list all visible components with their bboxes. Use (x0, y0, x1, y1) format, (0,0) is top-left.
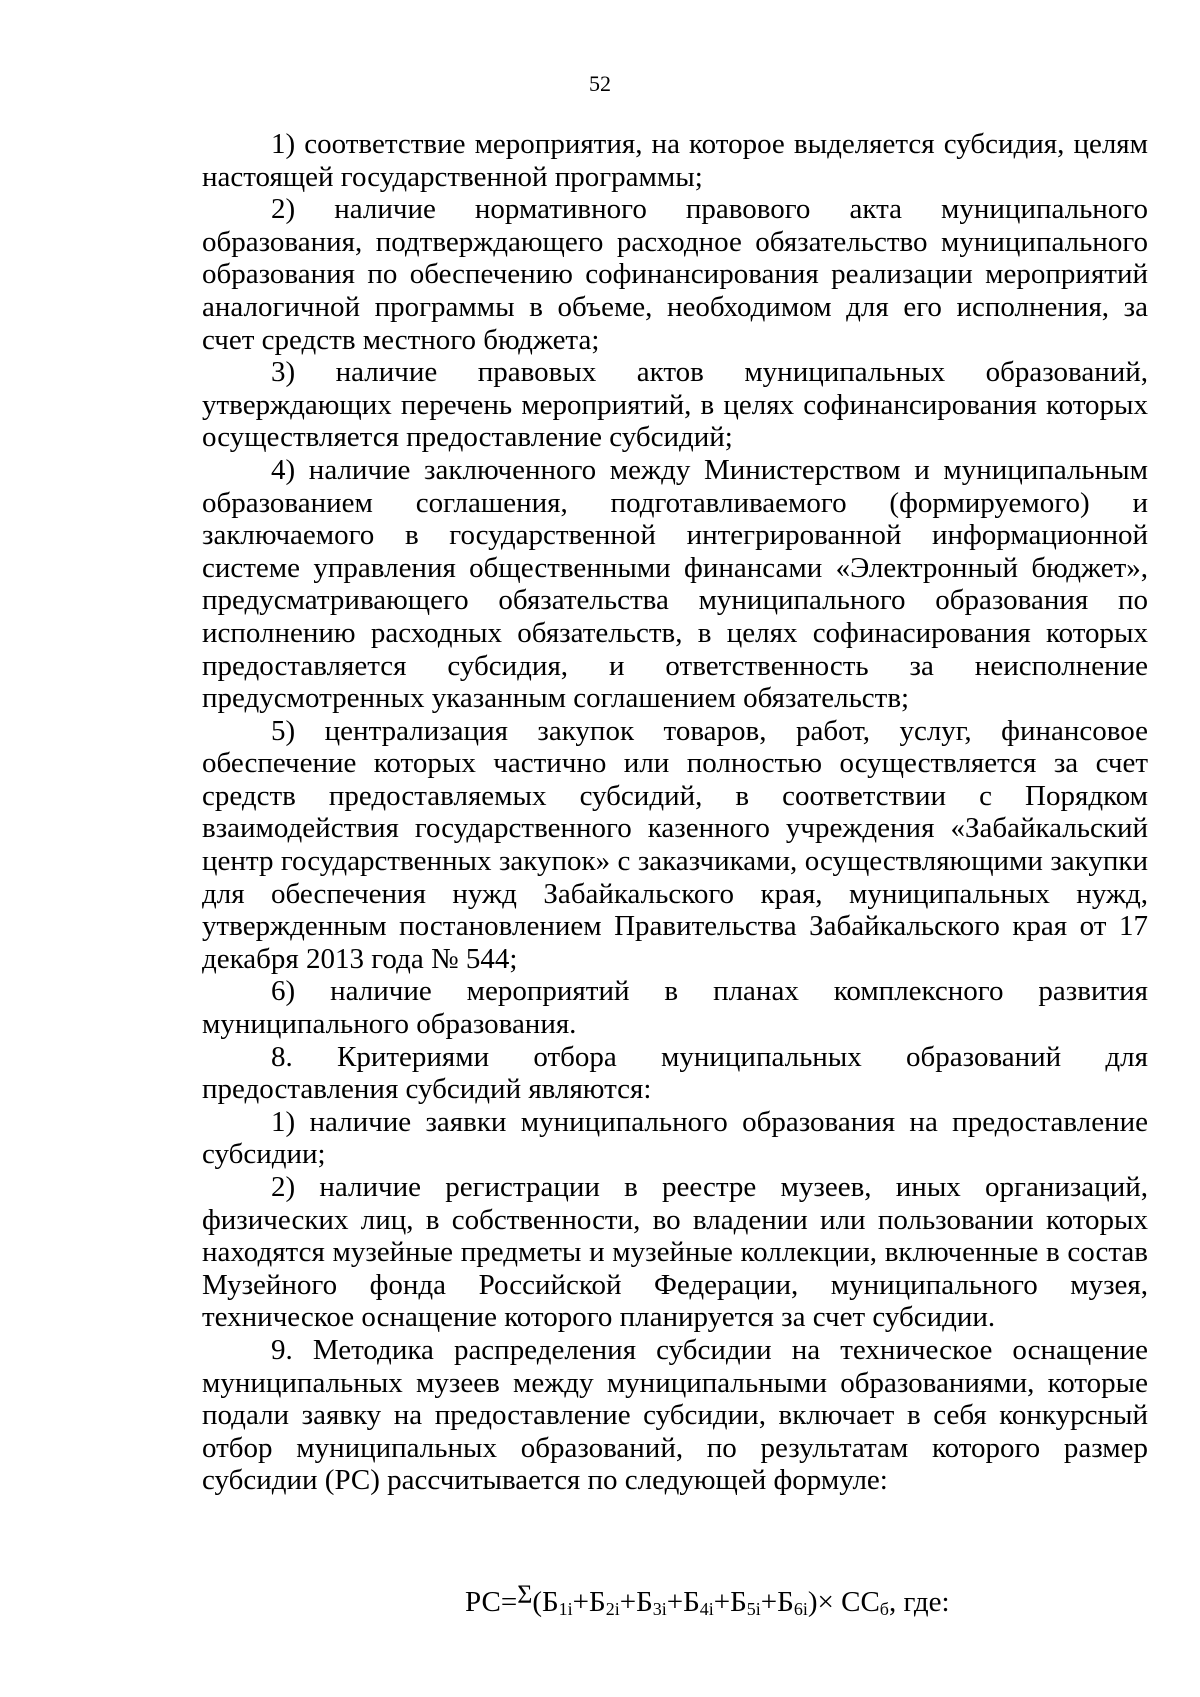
paragraph-criteria-6: 6) наличие мероприятий в планах комплексного развития муниципального образования. (202, 975, 1148, 1041)
formula-term-3: $Б_{3i}$ (636, 1586, 667, 1619)
formula-close-paren: ) (807, 1586, 818, 1618)
formula-term-6: $Б_{6i}$ (777, 1586, 808, 1619)
formula-sigma: Σ (517, 1580, 533, 1609)
formula-term-1: $Б_{1i}$ (542, 1586, 573, 1619)
formula-tail: , где: (888, 1586, 950, 1618)
formula-plus: + (666, 1586, 684, 1618)
formula-times: × (817, 1586, 842, 1618)
paragraph-selection-2: 2) наличие регистрации в реестре музеев, иных организаций, физических лиц, в собственности, во владении или пользовании которых находятся музейные предметы и музейные коллекции, включенные в состав Музейного фонда Российской Федерации, муниципального музея, техническое оснащение которого планируется за счет субсидии. (202, 1171, 1148, 1334)
formula-plus: + (713, 1586, 731, 1618)
paragraph-criteria-3: 3) наличие правовых актов муниципальных образований, утверждающих перечень мероприятий, в целях софинансирования которых осуществляется предоставление субсидий; (202, 356, 1148, 454)
paragraph-criteria-4: 4) наличие заключенного между Министерством и муниципальным образованием соглашения, подготавливаемого (формируемого) и заключаемого в государственной интегрированной информационной системе управления общественными финансами «Электронный бюджет», предусматривающего обязательства муниципального образования по исполнению расходных обязательств, в целях софинасирования которых предоставляется субсидия, и ответственность за неисполнение предусмотренных указанным соглашением обязательств; (202, 453, 1148, 715)
formula-open-paren: ( (532, 1586, 542, 1618)
paragraph-criteria-5: 5) централизация закупок товаров, работ, услуг, финансовое обеспечение которых частично или полностью осуществляется за счет средств предоставляемых субсидий, в соответствии с Порядком взаимодействия государственного казенного учреждения «Забайкальский центр государственных закупок» с заказчиками, осуществляющими закупки для обеспечения нужд Забайкальского края, муниципальных нужд, утвержденным постановлением Правительства Забайкальского края от 17 декабря 2013 года № 544; (202, 714, 1148, 975)
formula-plus: + (760, 1586, 778, 1618)
paragraph-section-9: 9. Методика распределения субсидии на техническое оснащение муниципальных музеев между муниципальными образованиями, которые подали заявку на предоставление субсидии, включает в себя конкурсный отбор муниципальных образований, по результатам которого размер субсидии (РС) рассчитывается по следующей формуле: (202, 1333, 1148, 1497)
formula-cc: $СС_б$ (841, 1586, 889, 1619)
formula-term-4: $Б_{4i}$ (683, 1586, 714, 1619)
paragraph-criteria-1: 1) соответствие мероприятия, на которое выделяется субсидия, целям настоящей государственной программы; (202, 128, 1148, 193)
formula-term-5: $Б_{5i}$ (730, 1586, 761, 1619)
formula-plus: + (572, 1586, 590, 1618)
formula-plus: + (619, 1586, 637, 1618)
subsidy-formula (465, 1578, 950, 1619)
document-body (202, 128, 1148, 1497)
paragraph-section-8: 8. Критериями отбора муниципальных образований для предоставления субсидий являются: (202, 1040, 1148, 1106)
formula-term-2: $Б_{2i}$ (589, 1586, 620, 1619)
formula-lhs: РС= (465, 1586, 518, 1618)
page-number: 52 (589, 71, 611, 96)
paragraph-selection-1: 1) наличие заявки муниципального образования на предоставление субсидии; (202, 1105, 1148, 1171)
paragraph-criteria-2: 2) наличие нормативного правового акта муниципального образования, подтверждающего расходное обязательство муниципального образования по обеспечению софинансирования реализации мероприятий аналогичной программы в объеме, необходимом для его исполнения, за счет средств местного бюджета; (202, 193, 1148, 356)
